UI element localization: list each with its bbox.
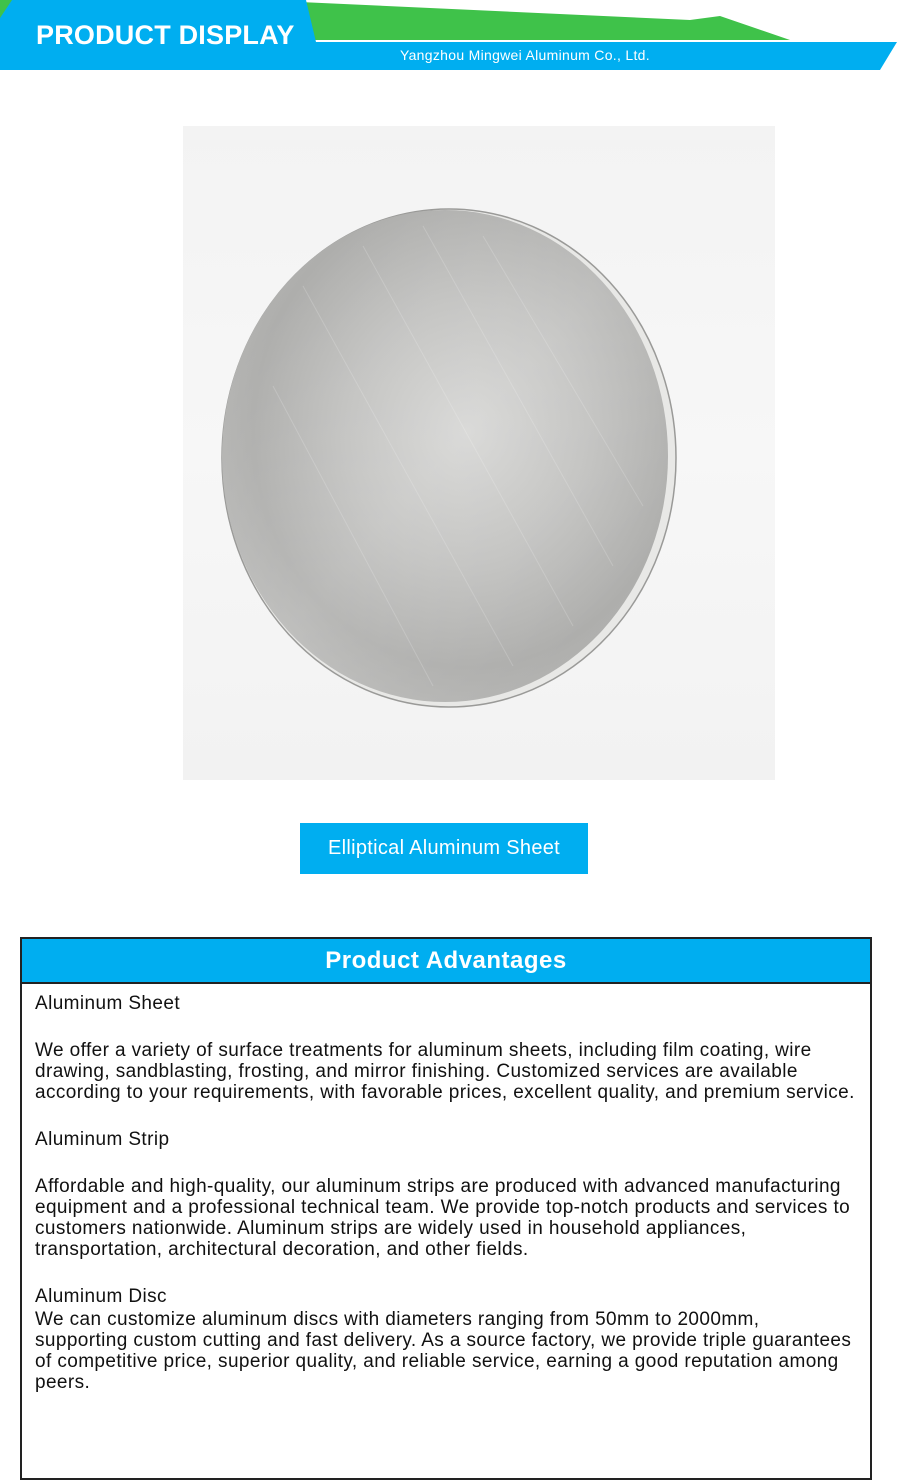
- section-text-disc: We can customize aluminum discs with diameters ranging from 50mm to 2000mm, supporting custom cutting and fast delivery. As a source factory, we provide triple guarantees of competitive price, superior quality, and reliable service, earning a good reputation among peers.: [35, 1309, 852, 1393]
- company-name: Yangzhou Mingwei Aluminum Co., Ltd.: [400, 47, 650, 63]
- section-text-sheet: We offer a variety of surface treatments for aluminum sheets, including film coating, wire drawing, sandblasting, frosting, and mirror finishing. Customized services are available according to your requirements, with favorable prices, excellent quality, and premium service.: [35, 1040, 855, 1103]
- product-photo: [183, 126, 775, 780]
- section-title-sheet: Aluminum Sheet: [35, 993, 181, 1014]
- advantages-panel: [20, 937, 872, 1480]
- aluminum-disc-image: [183, 126, 775, 780]
- banner-green-stripe: [300, 2, 790, 40]
- advantages-heading: Product Advantages: [22, 939, 870, 984]
- banner-title: PRODUCT DISPLAY: [36, 20, 295, 50]
- section-title-disc: Aluminum Disc: [35, 1286, 167, 1307]
- section-text-strip: Affordable and high-quality, our aluminum strips are produced with advanced manufacturing equipment and a professional technical team. We provide top-notch products and services to customers nationwide. Aluminum strips are widely used in household appliances, transportation, architectural decoration, and other fields.: [35, 1176, 851, 1260]
- product-caption: Elliptical Aluminum Sheet: [300, 823, 588, 874]
- disc-sheen: [222, 210, 668, 702]
- header-banner: [0, 0, 897, 76]
- section-title-strip: Aluminum Strip: [35, 1129, 170, 1150]
- advantages-body: [22, 984, 870, 1393]
